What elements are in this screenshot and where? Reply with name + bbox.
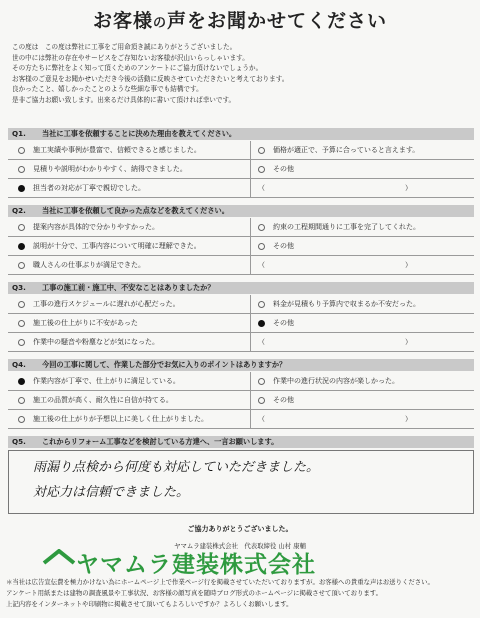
house-icon [42, 549, 76, 575]
q2-row: 説明が十分で、工事内容について明確に理解できた。 その他 [8, 237, 474, 256]
footer-note-3: 上記内容をインターネットや印刷物に掲載させて頂いてもよろしいですか？よろしくお願いします。 [6, 600, 293, 608]
q5-answer-line1: 雨漏り点検から何度も対応していただきました。 [33, 460, 320, 475]
q3-row: 作業中の騒音や粉塵などが気になった。 （ ） [8, 333, 474, 352]
q2-header: Q2. 当社に工事を依頼して良かった点などを教えてください。 [8, 205, 474, 217]
company-name: ヤマムラ建装株式会社 代表取締役 山村 康輔 [174, 542, 306, 550]
q1-row: 施工実績や事例が豊富で、信頼できると感じました。 価格が適正で、予算に合っていると言えます。 [8, 141, 474, 160]
q2-row: 提案内容が具体的で分かりやすかった。 約束の工程期間通りに工事を完了してくれた。 [8, 218, 474, 237]
footer-note-2: アンケート用紙または建物の調査風景や工事状況、お客様の顔写真を随時ブログ形式のホームページに掲載させて頂いております。 [6, 589, 383, 597]
q1-row: 見積りや説明がわかりやすく、納得できました。 その他 [8, 160, 474, 179]
q1-header: Q1. 当社に工事を依頼することに決めた理由を教えてください。 [8, 128, 474, 140]
q4-row: 作業内容が丁寧で、仕上がりに満足している。 作業中の進行状況の内容が楽しかった。 [8, 372, 474, 391]
company-logo: ヤマムラ建装株式会社 [42, 548, 316, 576]
q4-header: Q4. 今回の工事に関して、作業した部分でお気に入りのポイントはありますか？ [8, 359, 474, 371]
intro-text: この度は この度は弊社に工事をご用命頂き誠にありがとうございました。 世の中には弊社の存在やサービスをご存知ないお客様が沢山いらっしゃいます。 その方たちに弊社をよく知って頂くためのアンケートにご協力頂けないでしょうか。 お客様のご意見をお聞かせいただき今後の活動に反映させていただきたいと考えております。 良かったこと、嬉しかったことのような些細な事でも結構です。 是非ご協力お願い致します。出来るだけ具体的に書いて頂ければ幸いです。 [12, 43, 289, 104]
q5-answer-box[interactable] [8, 450, 474, 514]
q2-row: 職人さんの仕事ぶりが満足できた。 （ ） [8, 256, 474, 275]
page-title: お客様の声をお聞かせてください [92, 10, 388, 32]
q3-row: 工事の進行スケジュールに遅れが心配だった。 料金が見積もり予算内で収まるか不安だった。 [8, 295, 474, 314]
q3-row: 施工後の仕上がりに不安があった その他 [8, 314, 474, 333]
footer-note-1: ＊当社は広告宣伝費を極力かけない為にホームページ上で作業ページ行を掲載させていただいておりますが。お客様への貴重な声はお送りください。 [6, 578, 434, 586]
q3-header: Q3. 工事の施工前・施工中、不安なことはありましたか？ [8, 282, 474, 294]
q4-row: 施工後の仕上がりが予想以上に美しく仕上がりました。 （ ） [8, 410, 474, 429]
q1-row: 担当者の対応が丁寧で親切でした。 （ ） [8, 179, 474, 198]
q4-row: 施工の品質が高く、耐久性に自信が持てる。 その他 [8, 391, 474, 410]
q5-header: Q5. これからリフォーム工事などを検討している方達へ、一言お願いします。 [8, 436, 474, 448]
thanks-text: ご協力ありがとうございました。 [187, 525, 293, 533]
q5-answer-line2: 対応力は信頼できました。 [33, 485, 190, 500]
